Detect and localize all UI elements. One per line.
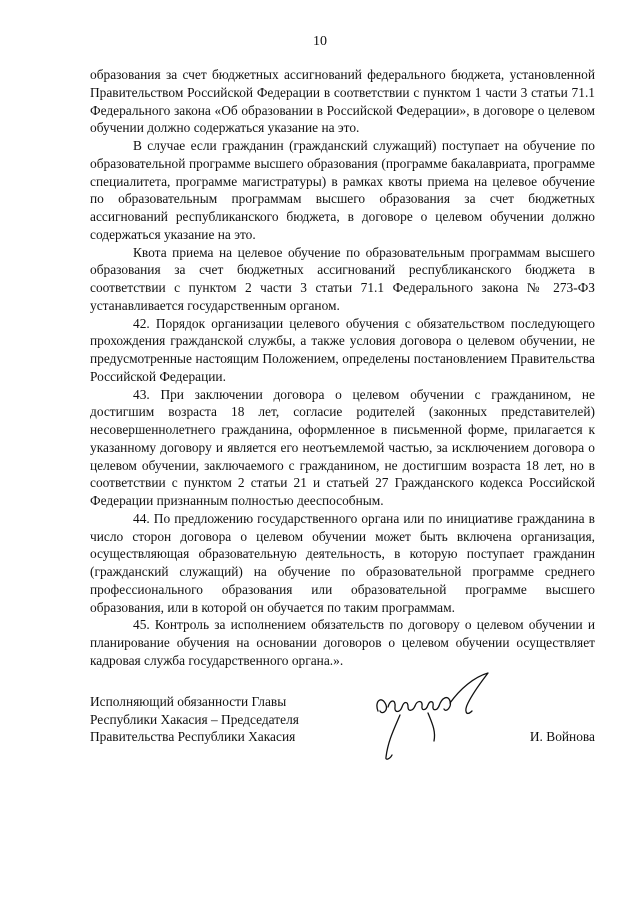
handwritten-signature-icon — [370, 671, 500, 763]
paragraph-45: 45. Контроль за исполнением обязательств по договору о целевом обучении и планирование обучения на основании договоров о целевом обучении осуществляет кадровая служба государственного органа.». — [90, 617, 595, 668]
paragraph: образования за счет бюджетных ассигнований федерального бюджета, установленной Правительством Российской Федерации в соответствии с пунктом 1 части 3 статьи 71.1 Федерального закона «Об образовании в Российской Федерации», в договоре о целевом обучении должно содержаться указание на это. — [90, 67, 595, 136]
paragraph-44: 44. По предложению государственного органа или по инициативе гражданина в число сторон договора о целевом обучении может быть включена организация, осуществляющая образовательную деятельность, в которую поступает гражданин (гражданский служащий) на обучение по образовательной программе среднего профессионального образования или образовательной программе высшего образования, или в которой он обучается по таким программам. — [90, 510, 595, 615]
signatory-title-line: Республики Хакасия – Председателя — [90, 711, 299, 727]
body-text — [90, 66, 595, 670]
signatory-title-line: Правительства Республики Хакасия — [90, 729, 296, 744]
signatory-title — [90, 693, 299, 746]
signatory-name: И. Войнова — [529, 729, 595, 744]
paragraph-43: 43. При заключении договора о целевом обучении с гражданином, не достигшим возраста 18 лет, согласие родителей (законных представителей) несовершеннолетнего гражданина, оформленное в письменной форме, прилагается к указанному договору и является его неотъемлемой частью, за исключением договора о целевом обучении, заключаемого с гражданином, не достигшим возраста 18 лет, но в соответствии с пунктом 2 статьи 21 и статьей 27 Гражданского кодекса Российской Федерации признанным полностью дееспособным. — [90, 386, 595, 508]
signature-block — [90, 693, 595, 763]
paragraph: В случае если гражданин (гражданский служащий) поступает на обучение по образовательной программе высшего образования (программе бакалавриата, программе специалитета, программе магистратуры) в рамках квоты приема на целевое обучение по образовательным программам высшего образования за счет бюджетных ассигнований республиканского бюджета, в договоре о целевом обучении должно содержаться указание на это. — [90, 138, 595, 242]
page-number: 10 — [313, 34, 327, 49]
signatory-title-line: Исполняющий обязанности Главы — [90, 694, 287, 709]
paragraph: Квота приема на целевое обучение по образовательным программам высшего образования за счет бюджетных ассигнований республиканского бюджета в соответствии с пунктом 2 части 3 статьи 71.1 Федерального закона № 273-ФЗ устанавливается государственным органом. — [90, 244, 595, 313]
paragraph-42: 42. Порядок организации целевого обучения с обязательством последующего прохождения гражданской службы, а также условия договора о целевом обучении, не предусмотренные настоящим Положением, определены постановлением Правительства Российской Федерации. — [90, 315, 595, 384]
